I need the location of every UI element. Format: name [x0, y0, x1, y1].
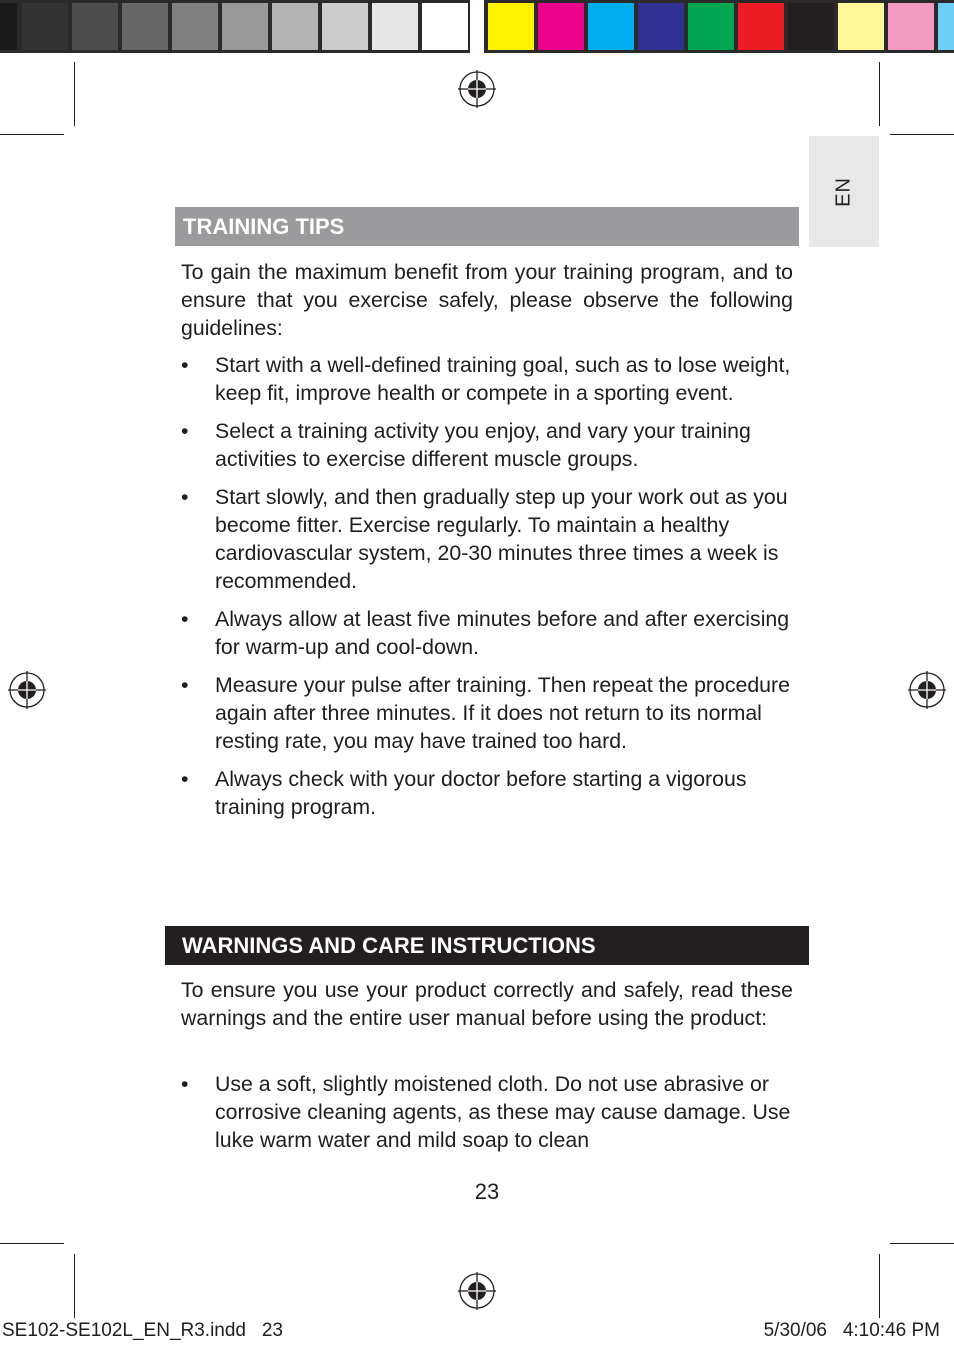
crop-mark: [879, 1254, 880, 1318]
list-item-text: Start slowly, and then gradually step up your work out as you become fitter. Exercise regularly. To maintain a healthy cardiovascular system, 20-30 minutes three times a week is recommended.: [215, 485, 788, 593]
list-item: [181, 605, 796, 661]
color-swatch: [938, 3, 954, 50]
grayscale-color-bar: [0, 0, 470, 53]
page-number: 23: [474, 1179, 500, 1204]
bullet-icon: •: [181, 673, 189, 697]
gray-swatch: [322, 3, 368, 50]
footer-file-name: SE102-SE102L_EN_R3.indd 23: [2, 1320, 283, 1341]
gray-swatch: [72, 3, 118, 50]
registration-mark-icon: [457, 69, 497, 109]
list-item-text: Measure your pulse after training. Then repeat the procedure again after three minutes. If it does not return to its normal resting rate, you may have trained too hard.: [215, 673, 790, 753]
list-item: [181, 1070, 796, 1154]
gray-swatch: [272, 3, 318, 50]
color-swatch: [538, 3, 584, 50]
bullet-icon: •: [181, 1072, 189, 1096]
footer-timestamp: 5/30/06 4:10:46 PM: [763, 1320, 940, 1341]
registration-mark-icon: [907, 670, 947, 710]
color-swatch: [588, 3, 634, 50]
color-swatch: [638, 3, 684, 50]
list-item: [181, 483, 796, 595]
process-color-bar: [484, 0, 954, 53]
gray-swatch: [122, 3, 168, 50]
crop-mark: [0, 134, 64, 135]
bullet-icon: •: [181, 767, 189, 791]
bullet-icon: •: [181, 607, 189, 631]
training-tips-list: [181, 351, 796, 831]
gray-swatch: [422, 3, 468, 50]
crop-mark: [879, 62, 880, 126]
list-item-text: Start with a well-defined training goal, such as to lose weight, keep fit, improve health or compete in a sporting event.: [215, 353, 791, 405]
language-tab: [809, 136, 879, 247]
list-item: [181, 765, 796, 821]
bullet-icon: •: [181, 485, 189, 509]
training-tips-heading: TRAINING TIPS: [175, 207, 799, 246]
language-tab-label: EN: [832, 177, 855, 207]
color-swatch: [838, 3, 884, 50]
list-item-text: Always allow at least five minutes before and after exercising for warm-up and cool-down.: [215, 607, 790, 659]
gray-swatch: [172, 3, 218, 50]
registration-mark-icon: [7, 670, 47, 710]
gray-swatch: [22, 3, 68, 50]
training-tips-intro: To gain the maximum benefit from your training program, and to ensure that you exercise safely, please observe the following guidelines:: [181, 260, 793, 340]
gray-swatch: [222, 3, 268, 50]
gray-swatch: [0, 3, 17, 50]
crop-mark: [0, 1243, 64, 1244]
bullet-icon: •: [181, 419, 189, 443]
list-item-text: Use a soft, slightly moistened cloth. Do not use abrasive or corrosive cleaning agents, as these may cause damage. Use luke warm water and mild soap to clean: [215, 1072, 791, 1152]
crop-mark: [890, 134, 954, 135]
color-swatch: [688, 3, 734, 50]
list-item: [181, 417, 796, 473]
color-swatch: [738, 3, 784, 50]
list-item: [181, 351, 796, 407]
color-swatch: [488, 3, 534, 50]
registration-mark-icon: [457, 1271, 497, 1311]
bullet-icon: •: [181, 353, 189, 377]
list-item-text: Select a training activity you enjoy, and vary your training activities to exercise different muscle groups.: [215, 419, 751, 471]
list-item-text: Always check with your doctor before starting a vigorous training program.: [215, 767, 747, 819]
gray-swatch: [372, 3, 418, 50]
warnings-intro: To ensure you use your product correctly and safely, read these warnings and the entire user manual before using the product:: [181, 978, 793, 1030]
crop-mark: [74, 62, 75, 126]
color-swatch: [788, 3, 834, 50]
warnings-heading: WARNINGS AND CARE INSTRUCTIONS: [165, 926, 809, 965]
list-item: [181, 671, 796, 755]
crop-mark: [890, 1243, 954, 1244]
warnings-list: [181, 1070, 796, 1164]
crop-mark: [74, 1254, 75, 1318]
color-swatch: [888, 3, 934, 50]
